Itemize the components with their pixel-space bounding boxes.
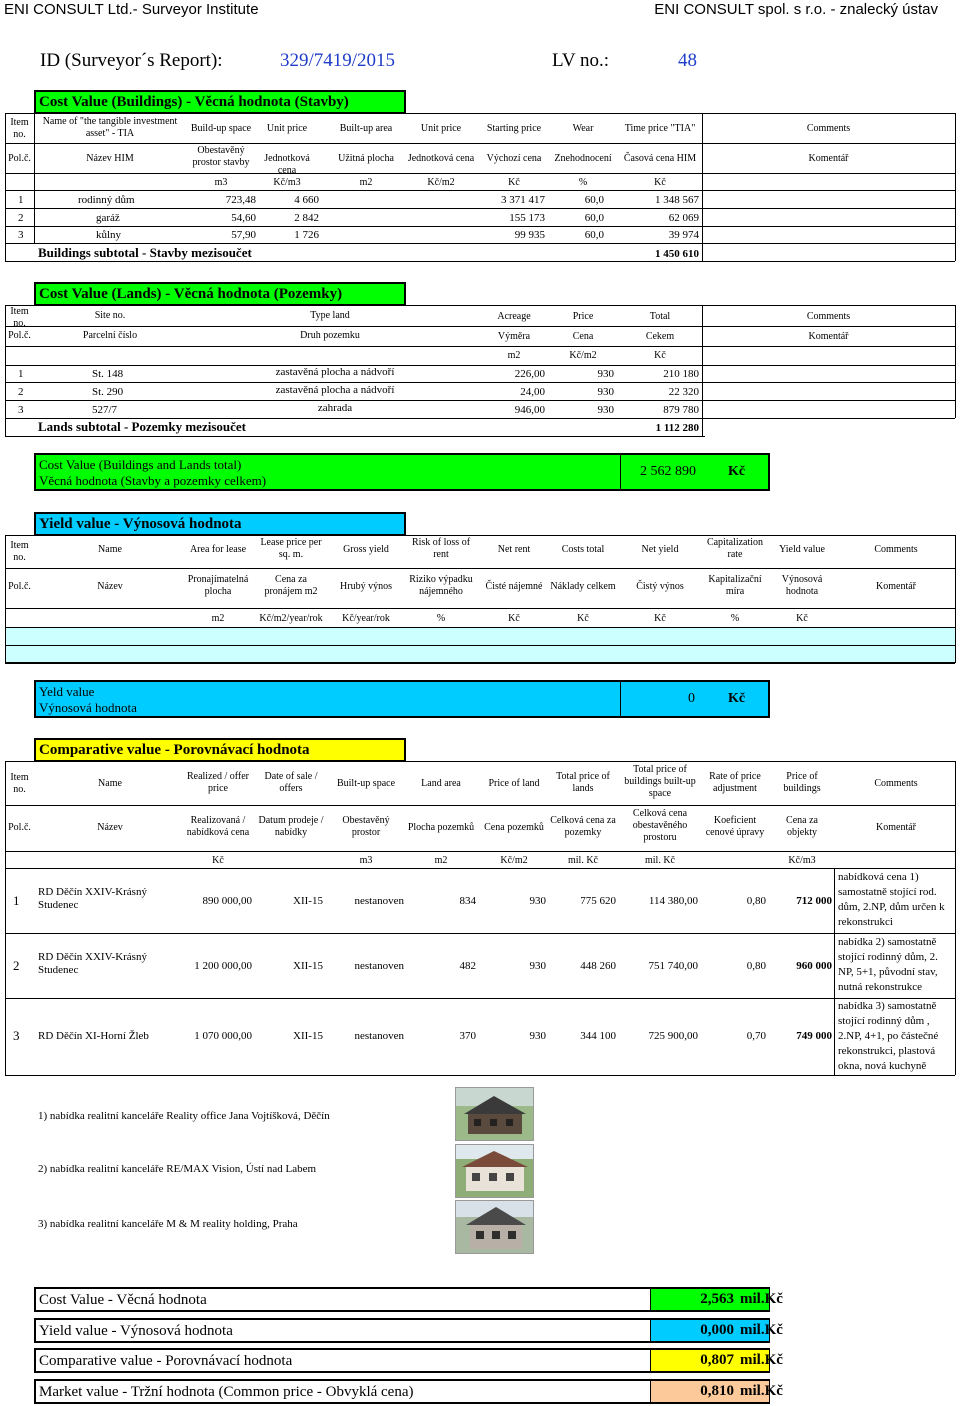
row-space: 57,90 (231, 229, 256, 241)
row-no: 3 (18, 404, 24, 416)
cost-total-box (34, 453, 770, 491)
row-date: XII-15 (293, 1030, 323, 1042)
row-time: 62 069 (668, 212, 699, 224)
lands-subtotal: 1 112 280 (655, 422, 699, 434)
row-wear: 60,0 (584, 229, 604, 241)
row-site: St. 290 (92, 386, 124, 398)
row-btotal: 751 740,00 (648, 960, 698, 972)
unit-cell: Kč/m2/year/rok (259, 613, 323, 624)
col-netrent-en: Net rent (497, 544, 531, 555)
col-lease-cz: Cena za pronájem m2 (264, 574, 318, 597)
col-comments-en: Comments (874, 778, 918, 789)
row-acreage: 24,00 (520, 386, 545, 398)
summary-row-market (34, 1379, 783, 1404)
yield-summary-box (34, 680, 770, 718)
row-acreage: 226,00 (514, 368, 545, 380)
col-rate-en: Rate of price adjustment (709, 771, 761, 794)
col-space-cz: Obestavěný prostor (342, 815, 390, 838)
item-en: Item no. (10, 772, 29, 795)
col-ltotal-cz: Celková cena za pozemky (550, 815, 616, 838)
col-land-cz: Plocha pozemků (407, 822, 475, 833)
acreage-cz: Výměra (497, 331, 531, 342)
col-risk-en: Risk of loss of rent (411, 537, 471, 560)
row-time: 39 974 (668, 229, 699, 241)
row-no: 1 (13, 893, 20, 908)
unit-cell: m2 (211, 613, 225, 624)
type-en: Type land (310, 310, 350, 321)
col-yieldvalue-en: Yield value (779, 544, 825, 555)
row-name: rodinný dům (78, 194, 135, 206)
wear-unit: % (578, 177, 588, 188)
start-en: Starting price (486, 123, 542, 134)
col-gross-cz: Hrubý výnos (340, 581, 392, 592)
area-en: Built-up area (339, 123, 393, 134)
col-btotal-en: Total price of buildings built-up space (624, 764, 696, 799)
col-land-en: Land area (421, 778, 461, 789)
row-space: nestanoven (354, 960, 404, 972)
build-cz: Obestavěný prostor stavby (192, 145, 250, 168)
lv-label: LV no.: (552, 50, 610, 71)
unit-cell: m3 (359, 855, 373, 866)
col-area-en: Area for lease (189, 544, 247, 555)
row-ltotal: 775 620 (580, 895, 616, 907)
row-ltotal: 344 100 (580, 1030, 616, 1042)
house-photo-2 (455, 1144, 534, 1198)
col-price-cz: Realizovaná / nabídková cena (186, 815, 250, 838)
unit-cell: mil. Kč (645, 855, 675, 866)
row-start: 99 935 (514, 229, 545, 241)
type-cz: Druh pozemku (300, 330, 360, 341)
area-cz: Užitná plocha (338, 153, 394, 164)
col-name-en: Name (98, 544, 122, 555)
row-rate: 0,70 (746, 1030, 766, 1042)
row-space: nestanoven (354, 895, 404, 907)
row-date: XII-15 (293, 960, 323, 972)
row-space: nestanoven (354, 1030, 404, 1042)
col-name-en: Name (98, 778, 122, 789)
cost-total-line2: Věcná hodnota (Stavby a pozemky celkem) (39, 473, 267, 488)
row-site: 527/7 (92, 404, 118, 416)
acreage-unit: m2 (507, 350, 521, 361)
row-name: RD Děčín XXIV-Krásný Studenec (38, 951, 147, 976)
summary-label: Yield value - Výnosová hodnota (39, 1323, 233, 1339)
unit-cell: Kč/m3 (788, 855, 816, 866)
summary-value: 0,810 (700, 1383, 734, 1399)
header-left: ENI CONSULT Ltd.- Surveyor Institute (4, 1, 259, 18)
summary-value: 2,563 (700, 1291, 734, 1307)
row-no: 3 (13, 1028, 20, 1043)
lv-value: 48 (678, 50, 697, 71)
total-en: Total (649, 311, 671, 322)
unit-cell: mil. Kč (568, 855, 598, 866)
row-price: 890 000,00 (202, 895, 252, 907)
row-wear: 60,0 (584, 194, 604, 206)
unit-cell: Kč (796, 613, 808, 624)
unit-cell: % (436, 613, 446, 624)
col-netyield-en: Net yield (641, 544, 679, 555)
comments-cz: Komentář (808, 331, 849, 342)
unit-cell: % (730, 613, 740, 624)
row-unit: 1 726 (294, 229, 319, 241)
row-type: zastavěná plocha a nádvoří (275, 366, 395, 378)
total-cz: Cekem (645, 331, 675, 342)
row-type: zastavěná plocha a nádvoří (275, 384, 395, 396)
col-comments-en: Comments (874, 544, 918, 555)
col-bprice-en: Price of buildings (783, 771, 821, 794)
unit-cell: Kč (654, 613, 666, 624)
note-2: 2) nabídka realitní kanceláře RE/MAX Vision, Ústí nad Labem (38, 1163, 317, 1175)
comparative-title: Comparative value - Porovnávací hodnota (34, 738, 406, 762)
row-land: 370 (459, 1030, 476, 1042)
summary-label: Comparative value - Porovnávací hodnota (39, 1353, 293, 1369)
summary-unit: mil.Kč (740, 1352, 783, 1368)
yield-summary-value: 0 (688, 691, 695, 706)
col-costs-en: Costs total (561, 544, 605, 555)
unitp2-unit: Kč/m2 (427, 177, 455, 188)
col-btotal-cz: Celková cena obestavěného prostoru (632, 808, 688, 843)
row-lprice: 930 (529, 960, 546, 972)
yield-summary-line1: Yeld value (39, 684, 95, 699)
build-en: Build-up space (190, 123, 252, 134)
site-en: Site no. (94, 310, 126, 321)
time-cz: Časová cena HIM (623, 153, 697, 164)
row-total: 210 180 (663, 368, 699, 380)
summary-row-yield (34, 1318, 783, 1343)
start-unit: Kč (508, 177, 520, 188)
row-start: 3 371 417 (501, 194, 545, 206)
row-type: zahrada (317, 402, 353, 414)
row-no: 2 (13, 958, 20, 973)
row-bprice: 712 000 (796, 895, 832, 907)
row-rate: 0,80 (746, 895, 766, 907)
row-no: 2 (18, 386, 24, 398)
row-btotal: 114 380,00 (648, 895, 698, 907)
summary-row-comparative (34, 1348, 783, 1373)
col-date-en: Date of sale / offers (264, 771, 318, 794)
col-date-cz: Datum prodeje / nabídky (258, 815, 324, 838)
col-netrent-cz: Čisté nájemné (485, 581, 543, 592)
total-unit: Kč (654, 350, 666, 361)
row-no: 2 (18, 212, 24, 224)
item-cz: Pol.č. (8, 153, 31, 164)
row-wear: 60,0 (584, 212, 604, 224)
yield-summary-currency: Kč (728, 691, 746, 706)
row-name: RD Děčín XI-Horní Žleb (38, 1030, 149, 1042)
unit-cell: m2 (434, 855, 448, 866)
row-comment: nabídka 2) samostatně stojící rodinný dům, 2. NP, 5+1, původní stav, nutná rekonstrukce (838, 936, 938, 993)
col-name-cz: Název (97, 822, 123, 833)
row-comment: nabídková cena 1) samostatně stojící rod. dům, 2.NP, dům určen k rekonstrukci (838, 871, 945, 928)
lands-title: Cost Value (Lands) - Věcná hodnota (Pozemky) (34, 282, 406, 306)
price-cz: Cena (572, 331, 594, 342)
row-lprice: 930 (529, 895, 546, 907)
buildings-title: Cost Value (Buildings) - Věcná hodnota (Stavby) (34, 90, 406, 114)
col-lprice-cz: Cena pozemků (484, 822, 544, 833)
summary-value: 0,000 (700, 1322, 734, 1338)
summary-value: 0,807 (700, 1352, 734, 1368)
row-total: 22 320 (668, 386, 699, 398)
row-total: 879 780 (663, 404, 699, 416)
row-comment: nabídka 3) samostatně stojící rodinný dům , 2.NP, 4+1, po částečné rekonstrukci, plastová okna, nová kuchyně (838, 1000, 939, 1072)
item-cz: Pol.č. (8, 822, 31, 833)
col-comments-cz: Komentář (876, 581, 916, 592)
row-unit: 4 660 (294, 194, 319, 206)
row-bprice: 749 000 (796, 1030, 832, 1042)
summary-label: Market value - Tržní hodnota (Common price - Obvyklá cena) (39, 1384, 414, 1400)
area-unit: m2 (359, 177, 373, 188)
row-no: 1 (18, 368, 24, 380)
row-time: 1 348 567 (655, 194, 699, 206)
col-space-en: Built-up space (336, 778, 396, 789)
unitp-en: Unit price (266, 123, 308, 134)
row-no: 3 (18, 229, 24, 241)
cost-total-value: 2 562 890 (640, 464, 696, 479)
unitp-unit: Kč/m3 (273, 177, 301, 188)
unit-cell: Kč (212, 855, 224, 866)
report-id-value: 329/7419/2015 (280, 50, 396, 71)
row-name: kůlny (96, 229, 122, 241)
row-bprice: 960 000 (796, 960, 832, 972)
unit-cell: Kč/m2 (500, 855, 528, 866)
row-btotal: 725 900,00 (648, 1030, 698, 1042)
house-photo-1 (455, 1087, 534, 1141)
site-cz: Parcelní číslo (82, 330, 138, 341)
row-land: 834 (459, 895, 476, 907)
comments-en: Comments (806, 123, 851, 134)
row-name: garáž (96, 212, 120, 224)
item-en: Item no. (10, 540, 29, 563)
col-caprate-cz: Kapitalizační míra (708, 574, 762, 597)
row-date: XII-15 (293, 895, 323, 907)
row-price: 930 (597, 386, 614, 398)
row-rate: 0,80 (746, 960, 766, 972)
buildings-subtotal: 1 450 610 (655, 248, 699, 260)
col-caprate-en: Capitalization rate (706, 537, 764, 560)
summary-unit: mil.Kč (740, 1322, 783, 1338)
unitp2-en: Unit price (420, 123, 462, 134)
row-site: St. 148 (92, 368, 124, 380)
row-unit: 2 842 (294, 212, 319, 224)
cost-total-line1: Cost Value (Buildings and Lands total) (39, 457, 242, 472)
note-3: 3) nabídka realitní kanceláře M & M reality holding, Praha (38, 1218, 298, 1230)
acreage-en: Acreage (497, 311, 531, 322)
row-no: 1 (18, 194, 24, 206)
col-bprice-cz: Cena za objekty (786, 815, 818, 838)
yield-summary-line2: Výnosová hodnota (39, 700, 137, 715)
col-ltotal-en: Total price of lands (556, 771, 610, 794)
wear-en: Wear (572, 123, 594, 134)
unit-cell: Kč (508, 613, 520, 624)
report-id-label: ID (Surveyor´s Report): (40, 50, 223, 71)
col-risk-cz: Riziko výpadku nájemného (409, 574, 473, 597)
col-name-cz: Název (97, 581, 123, 592)
comments-en: Comments (806, 311, 851, 322)
house-photo-3 (455, 1200, 534, 1254)
row-space: 723,48 (225, 194, 256, 206)
row-name: RD Děčín XXIV-Krásný Studenec (38, 886, 147, 911)
item-cz: Pol.č. (8, 330, 31, 341)
unit-cell: Kč/year/rok (342, 613, 390, 624)
name-en: Name of "the tangible investment asset" - TIA (42, 116, 178, 139)
row-ltotal: 448 260 (580, 960, 616, 972)
item-en: Item no. (10, 117, 29, 140)
name-cz: Název HIM (86, 153, 134, 164)
header-right: ENI CONSULT spol. s r.o. - znalecký ústav (654, 1, 938, 18)
yield-title: Yield value - Výnosová hodnota (34, 512, 406, 536)
time-en: Time price "TIA" (624, 123, 696, 134)
summary-label: Cost Value - Věcná hodnota (39, 1292, 207, 1308)
build-unit: m3 (214, 177, 228, 188)
summary-row-cost (34, 1287, 783, 1312)
col-netyield-cz: Čistý výnos (636, 581, 684, 592)
row-land: 482 (459, 960, 476, 972)
price-unit: Kč/m2 (569, 350, 597, 361)
summary-unit: mil.Kč (740, 1291, 783, 1307)
price-en: Price (572, 311, 594, 322)
row-acreage: 946,00 (514, 404, 545, 416)
wear-cz: Znehodnocení (554, 153, 612, 164)
col-price-en: Realized / offer price (186, 771, 249, 794)
item-en: Item no. (10, 306, 29, 329)
col-gross-en: Gross yield (343, 544, 389, 555)
col-rate-cz: Koeficient cenové úpravy (705, 815, 765, 838)
col-lease-en: Lease price per sq. m. (260, 537, 322, 560)
row-lprice: 930 (529, 1030, 546, 1042)
start-cz: Výchozí cena (486, 153, 542, 164)
summary-unit: mil.Kč (740, 1383, 783, 1399)
comments-cz: Komentář (808, 153, 849, 164)
col-comments-cz: Komentář (876, 822, 916, 833)
unit-cell: Kč (577, 613, 589, 624)
row-price: 930 (597, 404, 614, 416)
row-price: 1 200 000,00 (194, 960, 252, 972)
col-yieldvalue-cz: Výnosová hodnota (781, 574, 823, 597)
unitp-cz: Jednotková cena (264, 153, 310, 176)
col-area-cz: Pronajímatelná plocha (187, 574, 249, 597)
lands-subtotal-label: Lands subtotal - Pozemky mezisoučet (38, 419, 246, 434)
unitp2-cz: Jednotková cena (407, 153, 475, 164)
item-cz: Pol.č. (8, 581, 31, 592)
row-price: 1 070 000,00 (194, 1030, 252, 1042)
col-costs-cz: Náklady celkem (550, 581, 616, 592)
row-space: 54,60 (231, 212, 256, 224)
cost-total-currency: Kč (728, 464, 746, 479)
col-lprice-en: Price of land (488, 778, 540, 789)
note-1: 1) nabídka realitní kanceláře Reality office Jana Vojtíšková, Děčín (38, 1110, 330, 1122)
time-unit: Kč (654, 177, 666, 188)
row-start: 155 173 (509, 212, 545, 224)
row-price: 930 (597, 368, 614, 380)
buildings-subtotal-label: Buildings subtotal - Stavby mezisoučet (38, 245, 252, 260)
